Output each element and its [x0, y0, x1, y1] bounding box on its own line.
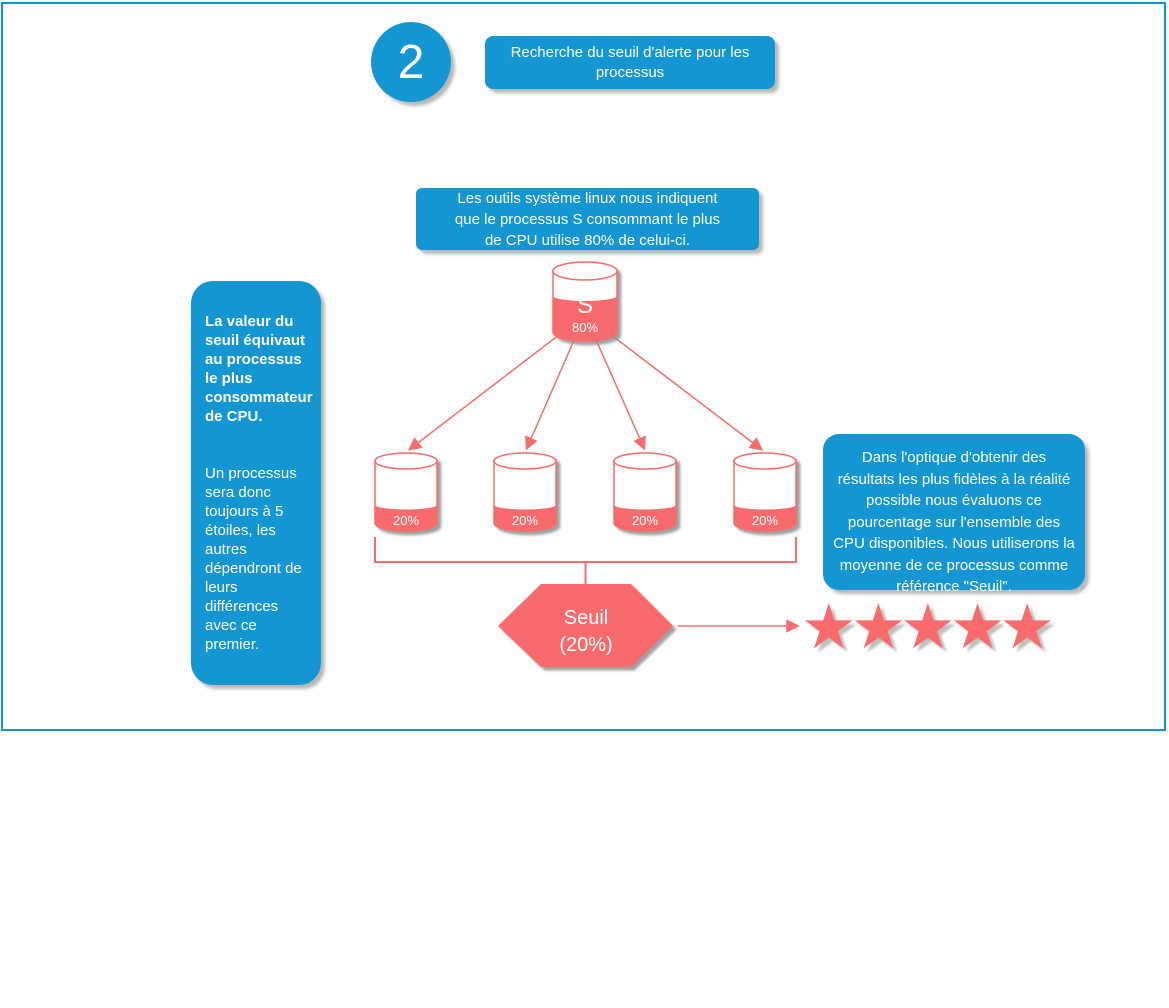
seuil-hexagon [498, 584, 673, 667]
cpu-cylinder-3 [614, 453, 676, 531]
cpu-1-label: 20% [392, 513, 420, 528]
main-process-cpu: 80% [571, 320, 599, 335]
main-process-name: S [576, 292, 594, 319]
step-number: 2 [397, 35, 425, 89]
seuil-label-line1: Seuil [563, 607, 609, 629]
step-title: Recherche du seuil d'alerte pour les processus [510, 43, 750, 81]
cpu-cylinder-2 [494, 453, 556, 531]
left-note-paragraph-2: Un processus sera donc toujours à 5 étoiles, les autres dépendront de leurs différences avec ce premier. [205, 465, 302, 653]
main-process-cylinder [553, 262, 617, 341]
star-rating: ★★★★★ [801, 593, 1049, 662]
seuil-label-line2: (20%) [559, 634, 613, 656]
right-note-text: Dans l'optique d'obtenir des résultats les plus fidèles à la réalité possible nous évaluons ce pourcentage sur l'ensemble des CPU disponibles. Nous utiliserons la moyenne de ce processus comme référence "Seuil". [833, 449, 1075, 595]
cpu-cylinder-1 [375, 453, 437, 531]
cpu-3-label: 20% [631, 513, 659, 528]
top-info-text: Les outils système linux nous indiquent que le processus S consommant le plus de CPU utilise 80% de celui-ci. [454, 189, 721, 249]
cpu-4-label: 20% [751, 513, 779, 528]
cpu-cylinder-4 [734, 453, 796, 531]
gather-bracket [375, 537, 796, 587]
cpu-2-label: 20% [511, 513, 539, 528]
left-note-paragraph-1: La valeur du seuil équivaut au processus le plus consommateur de CPU. [205, 313, 313, 425]
